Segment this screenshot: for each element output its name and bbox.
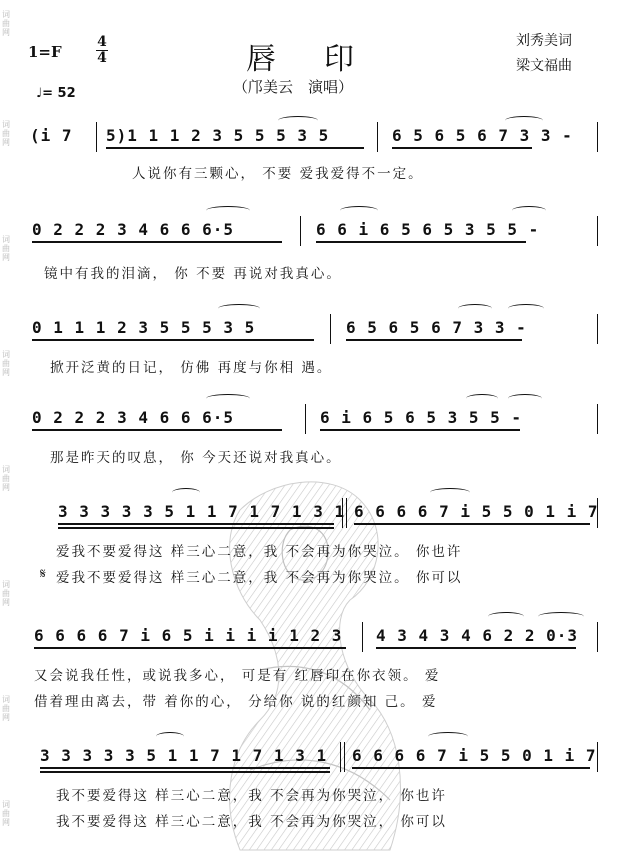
double-barline [342, 498, 347, 528]
barline [597, 742, 598, 772]
lyric-line-second-verse: 借着理由离去，带 着你的心， 分给你 说的红颜知 己。 爱 [34, 694, 438, 710]
slur [538, 612, 584, 621]
barline [300, 216, 301, 246]
notation-measure: 0 1 1 1 2 3 5 5 5 3 5 [32, 318, 256, 337]
barline [597, 216, 598, 246]
slur [172, 488, 200, 497]
notation-measure: 6 6 6 6 7 i 5 5 0 1 i 7 [354, 502, 599, 521]
notation-measure: 6 i 6 5 6 5 3 5 5 - [320, 408, 523, 427]
barline [597, 498, 598, 528]
time-signature-bottom: 4 [97, 50, 107, 66]
slur [430, 488, 470, 497]
watermark-text: 词曲网 [2, 465, 10, 492]
notation-measure: 0 2 2 2 3 4 6 6 6·5 [32, 408, 235, 427]
slur [428, 732, 468, 741]
lyric-line: 那是昨天的叹息， 你 今天还说对我真心。 [50, 450, 342, 466]
slur [466, 394, 498, 403]
composer-credit: 梁文福曲 [516, 58, 572, 74]
notation-measure: 6 5 6 5 6 7 3 3 - [346, 318, 527, 337]
lyric-line: 爱我不要爱得这 样三心二意，我 不会再为你哭泣。 你也许 [56, 544, 463, 560]
watermark-text: 词曲网 [2, 10, 10, 37]
notation-measure: 3 3 3 3 3 5 1 1 7 1 7 1 3 1 [40, 746, 328, 765]
slur [206, 206, 250, 215]
watermark-text: 词曲网 [2, 350, 10, 377]
beam [106, 147, 364, 149]
beam-double [40, 771, 330, 773]
beam [392, 147, 532, 149]
slur [218, 304, 260, 313]
lyric-line: 又会说我任性，或说我多心， 可是有 红唇印在你衣领。 爱 [34, 668, 441, 684]
beam [32, 429, 282, 431]
performer-credit: （邝美云 演唱） [233, 78, 354, 96]
beam [32, 241, 282, 243]
slur [156, 732, 184, 741]
notation-measure: 6 6 6 6 7 i 5 5 0 1 i 7 [352, 746, 597, 765]
beam [346, 339, 522, 341]
key-signature: 1=F [28, 43, 62, 61]
beam [32, 339, 314, 341]
watermark-text: 词曲网 [2, 695, 10, 722]
watermark-column [0, 0, 14, 860]
slur [508, 394, 542, 403]
watermark-text: 词曲网 [2, 580, 10, 607]
barline [597, 314, 598, 344]
barline [597, 404, 598, 434]
barline [377, 122, 378, 152]
double-barline [340, 742, 345, 772]
slur [278, 116, 318, 125]
lyric-line-second-verse: 爱我不要爱得这 样三心二意，我 不会再为你哭泣。 你可以 [56, 570, 463, 586]
beam [320, 429, 520, 431]
lyric-line-second-verse: 我不要爱得这 样三心二意，我 不会再为你哭泣， 你可以 [56, 814, 447, 830]
beam [316, 241, 526, 243]
notation-measure: 5)1 1 1 2 3 5 5 5 3 5 [106, 126, 330, 145]
segno-sign: 𝄋 [40, 566, 48, 582]
time-signature-top: 4 [97, 34, 107, 50]
barline [362, 622, 363, 652]
notation-measure: 0 2 2 2 3 4 6 6 6·5 [32, 220, 235, 239]
watermark-text: 词曲网 [2, 120, 10, 147]
beam [58, 523, 334, 525]
barline [305, 404, 306, 434]
lyricist-credit: 刘秀美词 [516, 33, 572, 49]
notation-measure: 4 3 4 3 4 6 2 2 0·3 [376, 626, 579, 645]
notation-measure: 6 6 i 6 5 6 5 3 5 5 - [316, 220, 540, 239]
barline [597, 122, 598, 152]
lyric-line: 我不要爱得这 样三心二意，我 不会再为你哭泣， 你也许 [56, 788, 447, 804]
notation-measure: 6 5 6 5 6 7 3 3 - [392, 126, 573, 145]
barline [96, 122, 97, 152]
slur [340, 206, 378, 215]
beam [34, 647, 346, 649]
slur [505, 116, 543, 125]
barline [597, 622, 598, 652]
watermark-text: 词曲网 [2, 800, 10, 827]
barline [330, 314, 331, 344]
watermark-text: 词曲网 [2, 235, 10, 262]
lyric-line: 人说你有三颗心， 不要 爱我爱得不一定。 [132, 166, 424, 182]
tempo-marking: ♩= 52 [36, 86, 76, 101]
lyric-line: 掀开泛黄的日记， 仿佛 再度与你相 遇。 [50, 360, 333, 376]
beam [376, 647, 576, 649]
notation-pickup: (i 7 [30, 126, 73, 145]
slur [512, 206, 546, 215]
beam [352, 767, 590, 769]
slur [488, 612, 524, 621]
beam [40, 767, 330, 769]
slur [206, 394, 250, 403]
notation-measure: 6 6 6 6 7 i 6 5 i i i i 1 2 3 [34, 626, 343, 645]
time-signature [94, 36, 110, 65]
song-title: 唇印 [246, 42, 402, 77]
notation-measure: 3 3 3 3 3 5 1 1 7 1 7 1 3 1 [58, 502, 346, 521]
lyric-line: 镜中有我的泪滴， 你 不要 再说对我真心。 [44, 266, 342, 282]
beam [354, 523, 590, 525]
beam-double [58, 527, 334, 529]
slur [508, 304, 544, 313]
slur [458, 304, 492, 313]
